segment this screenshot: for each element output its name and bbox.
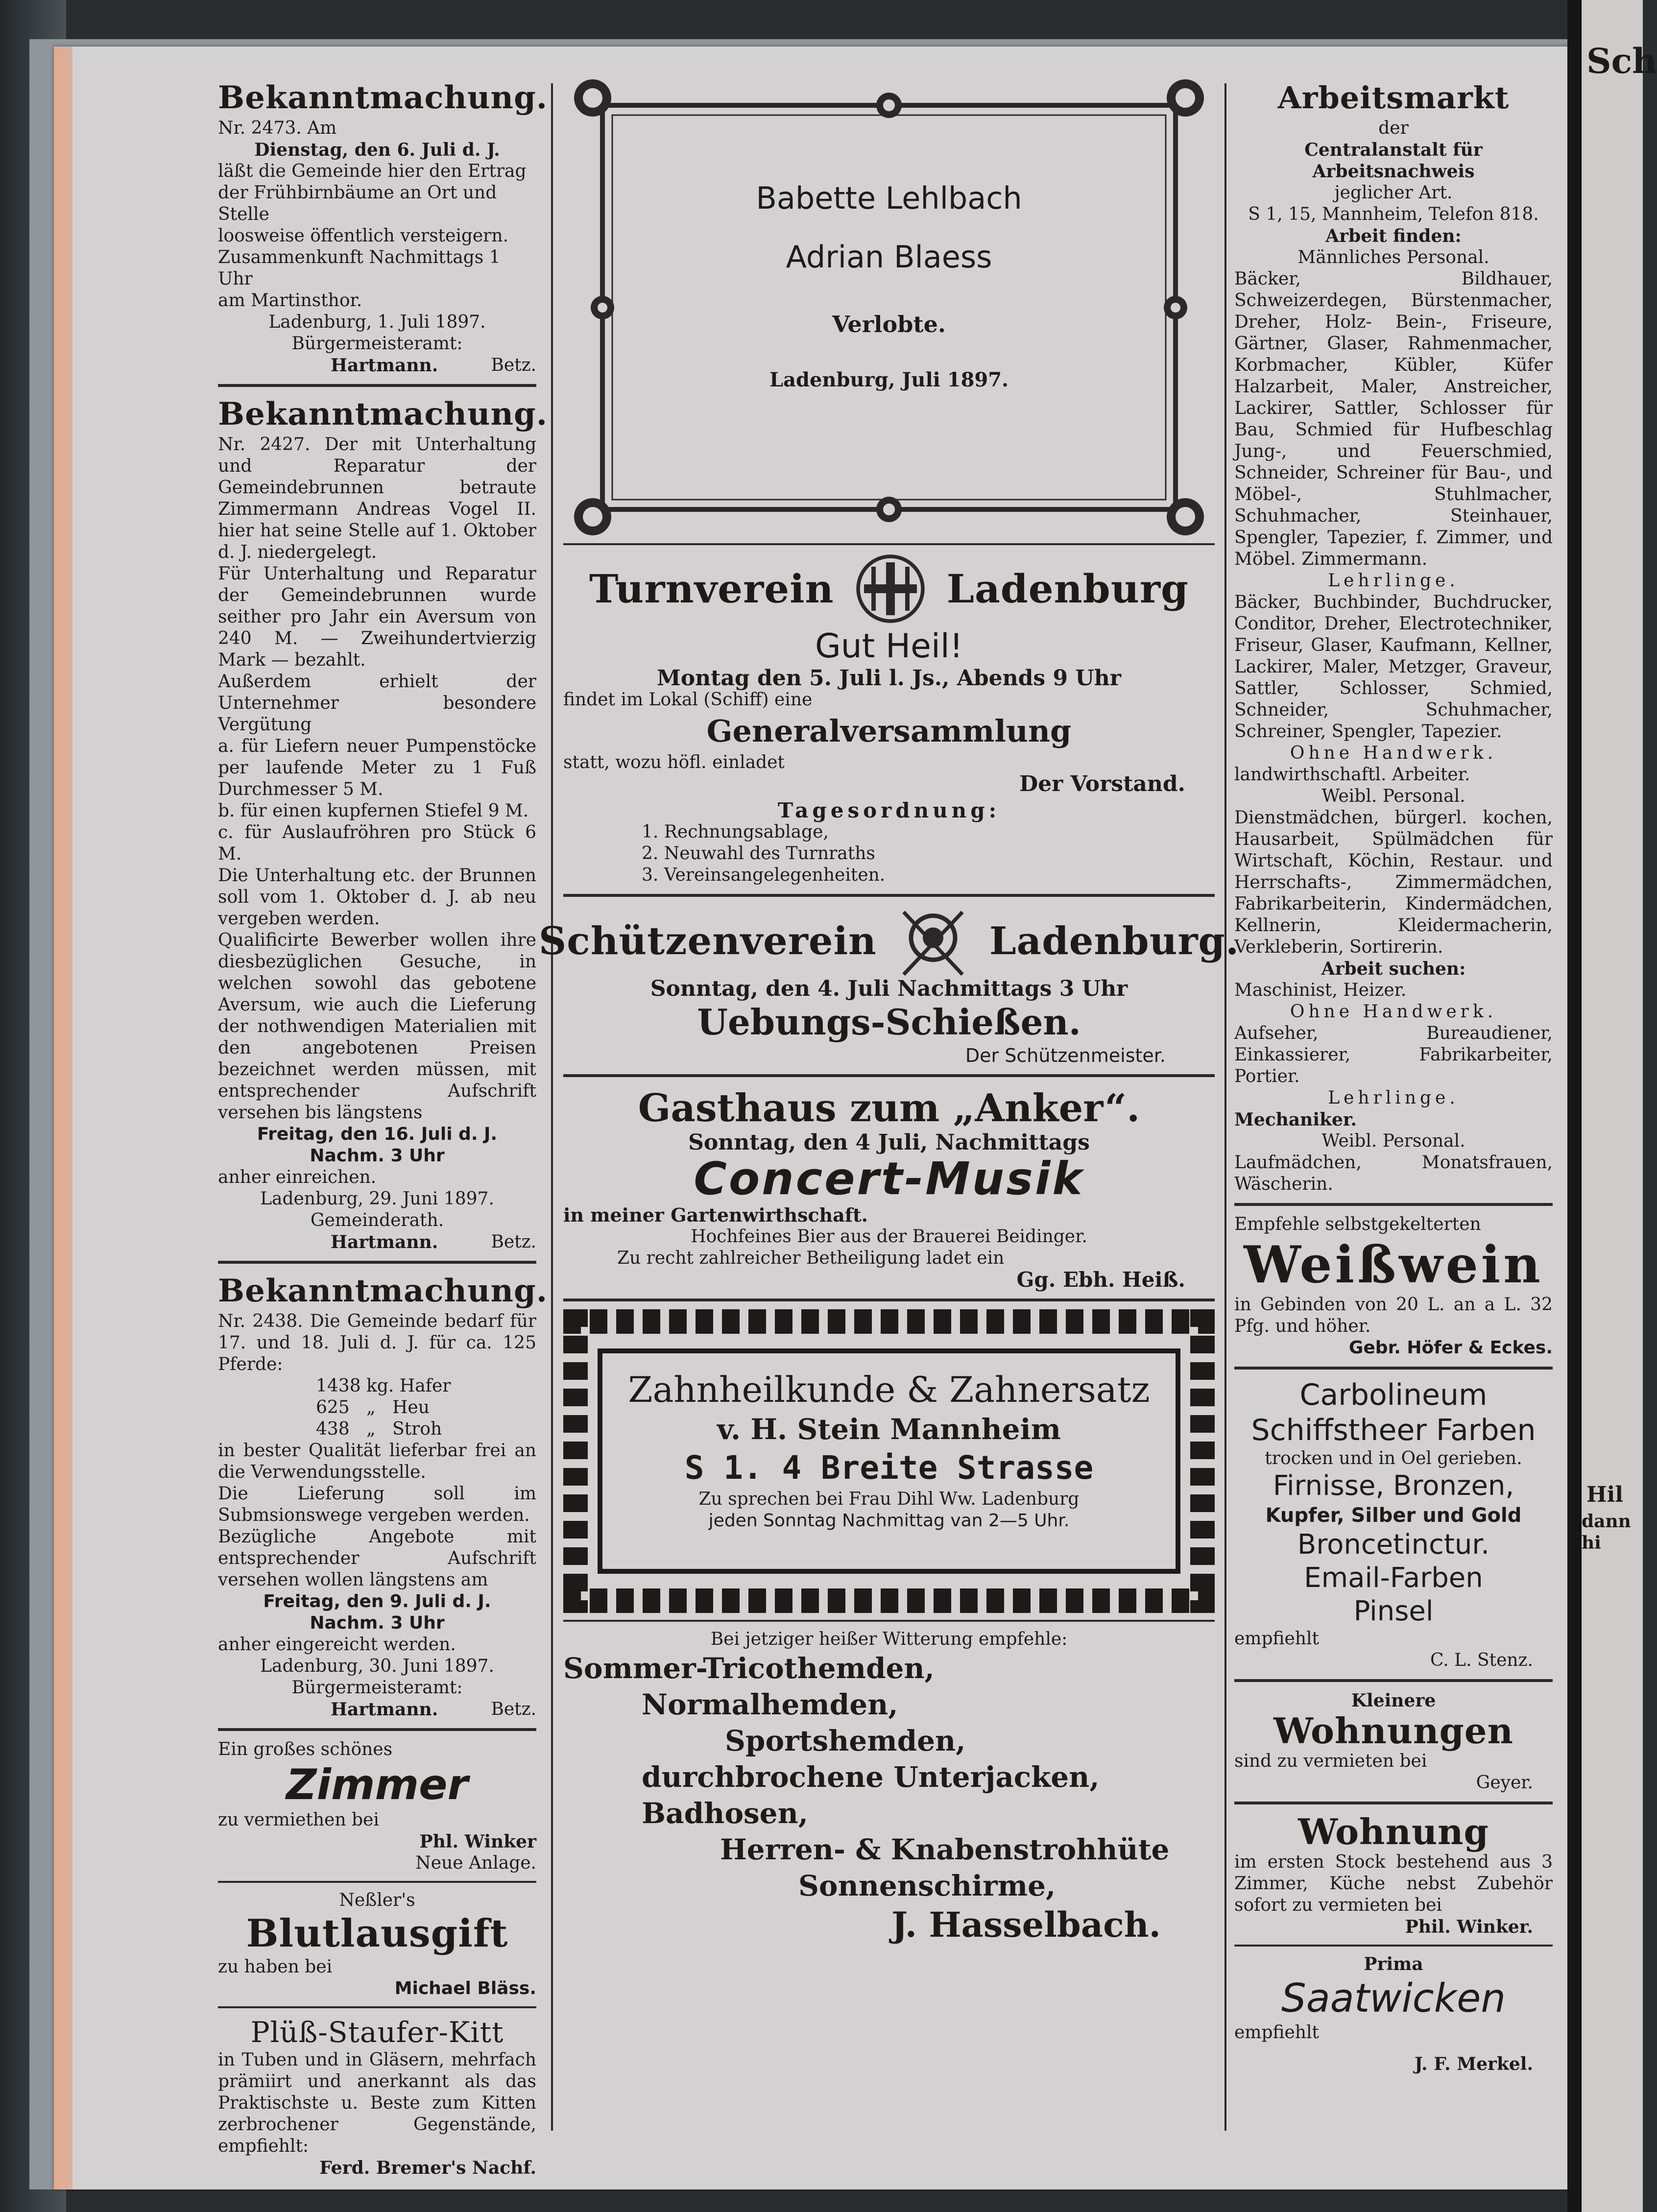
- agenda-item: 3. Vereinsangelegenheiten.: [642, 865, 886, 885]
- agenda-item: 1. Rechnungsablage,: [642, 822, 829, 842]
- category-list: Maschinist, Heizer.: [1234, 980, 1407, 1000]
- ad-signature: Phl. Winker: [419, 1831, 536, 1852]
- product-item: Badhosen,: [642, 1797, 808, 1830]
- notice-text: läßt die Gemeinde hier den Ertrag: [218, 161, 527, 181]
- notice-place-date: Ladenburg, 1. Juli 1897.: [268, 312, 486, 332]
- ad-signature: J. Hasselbach.: [891, 1904, 1161, 1945]
- notice-deadline: Freitag, den 9. Juli d. J.: [263, 1591, 491, 1611]
- divider: [1234, 1203, 1553, 1206]
- ad-room: [218, 1739, 536, 1874]
- ad-headline: Blutlausgift: [246, 1911, 508, 1956]
- notice-text: Die Unterhaltung etc. der Brunnen soll vom 1. Oktober d. J. ab neu vergeben werden.: [218, 866, 536, 929]
- product-item: Email-Farben: [1304, 1562, 1483, 1594]
- notice-deadline: Nachm. 3 Uhr: [310, 1146, 445, 1166]
- notice-text: Nr. 2427. Der mit Unterhaltung und Reparatur der Gemeindebrunnen betraute Zimmermann Andreas Vogel II. hier hat seine Stelle auf 1. Oktober d. J. niedergelegt.: [218, 434, 536, 562]
- divider: [218, 384, 536, 387]
- section-heading: Arbeitsmarkt: [1277, 80, 1510, 116]
- ad-intro: Bei jetziger heißer Witterung empfehle:: [710, 1629, 1068, 1649]
- divider: [1234, 1802, 1553, 1804]
- notice-place-date: Ladenburg, 30. Juni 1897.: [260, 1656, 494, 1676]
- notice-fruit-trees: [218, 78, 548, 376]
- event-date: Sonntag, den 4 Juli, Nachmittags: [688, 1130, 1090, 1155]
- ad-text: empfiehlt: [1234, 2022, 1319, 2043]
- ad-text: in Gebinden von 20 L. an a L. 32 Pfg. und höher.: [1234, 1295, 1553, 1336]
- ad-signature: Michael Bläss.: [394, 1978, 536, 1998]
- dentist-text: Zu sprechen bei Frau Dihl Ww. Ladenburg: [698, 1489, 1080, 1509]
- notice-office: Bürgermeisteramt:: [291, 334, 463, 354]
- notice-abbr: Betz.: [491, 355, 536, 375]
- ad-address: Neue Anlage.: [415, 1853, 536, 1873]
- category-title: Lehrlinge.: [1328, 571, 1459, 591]
- divider: [563, 1620, 1215, 1622]
- column-right: [1234, 78, 1553, 2075]
- target-crossed-rifles-icon: [896, 905, 970, 978]
- notice-text: Zusammenkunft Nachmittags 1 Uhr: [218, 247, 501, 289]
- notice-text: am Martinsthor.: [218, 290, 362, 311]
- ad-text: jeglicher Art.: [1334, 183, 1453, 203]
- ad-text: Prima: [1364, 1954, 1423, 1974]
- category-list: Aufseher, Bureaudiener, Einkassierer, Fabrikarbeiter, Portier.: [1234, 1023, 1553, 1086]
- agenda-item: 2. Neuwahl des Turnraths: [642, 843, 875, 864]
- notice-text: der Frühbirnbäume an Ort und Stelle: [218, 183, 497, 224]
- notice-text: Nr. 2438. Die Gemeinde bedarf für 17. und 18. Juli d. J. für ca. 125 Pferde:: [218, 1311, 536, 1374]
- labour-market: [1234, 78, 1553, 1195]
- divider: [1234, 1679, 1553, 1682]
- notice-text: Außerdem erhielt der Unternehmer besondere Vergütung: [218, 672, 536, 735]
- column-middle: [538, 78, 1240, 1946]
- checker-border: [1190, 1309, 1215, 1613]
- column-rule: [1225, 83, 1226, 2131]
- notice-heading: Bekanntmachung.: [218, 79, 548, 116]
- checker-border: [563, 1588, 1215, 1613]
- notice-text: anher einreichen.: [218, 1167, 377, 1187]
- club-name: Schützenverein: [538, 919, 877, 963]
- ad-address: S 1, 15, Mannheim, Telefon 818.: [1248, 204, 1539, 224]
- divider: [218, 1728, 536, 1731]
- checker-border: [563, 1309, 588, 1613]
- ad-text: empfiehlt: [1234, 1629, 1319, 1649]
- ad-signature: Ferd. Bremer's Nachf.: [319, 2158, 536, 2178]
- notice-item: b. für einen kupfernen Stiefel 9 M.: [218, 801, 529, 821]
- notice-abbr: Betz.: [491, 1232, 536, 1252]
- event-invite: statt, wozu höfl. einladet: [563, 752, 785, 772]
- divider: [563, 1298, 1215, 1301]
- notice-text: Nr. 2473. Am: [218, 118, 337, 138]
- event-date: Sonntag, den 4. Juli Nachmittags 3 Uhr: [650, 976, 1128, 1001]
- next-page-edge: [1580, 0, 1657, 2212]
- divider: [218, 1881, 536, 1883]
- dentist-box: [598, 1348, 1180, 1574]
- ad-text: Kleinere: [1351, 1690, 1436, 1711]
- notice-text: loosweise öffentlich versteigern.: [218, 226, 509, 246]
- subsection-heading: Arbeit finden:: [1325, 226, 1462, 246]
- turner-cross-icon: [854, 552, 927, 625]
- event-signature: Der Vorstand.: [1019, 771, 1185, 796]
- page-edge: [54, 47, 72, 2189]
- category-title: Ohne Handwerk.: [1290, 743, 1497, 763]
- category-list: Laufmädchen, Monatsfrauen, Wäscherin.: [1234, 1153, 1553, 1194]
- ad-headline: Saatwicken: [1281, 1975, 1506, 2021]
- notice-text: Bezügliche Angebote mit entsprechender Aufschrift versehen wollen längstens am: [218, 1527, 536, 1590]
- category-title: Männliches Personal.: [1297, 247, 1489, 267]
- ad-white-wine: [1234, 1214, 1553, 1359]
- ad-vetch-seed: [1234, 1953, 1553, 2075]
- notice-item: 1438 kg. Hafer: [316, 1376, 451, 1396]
- notice-text: Die Lieferung soll im Submsionswege vergeben werden.: [218, 1484, 536, 1525]
- ad-headline: Weißwein: [1244, 1234, 1543, 1295]
- notice-office: Gemeinderath.: [310, 1210, 444, 1230]
- category-title: Ohne Handwerk.: [1290, 1002, 1497, 1022]
- ad-flat: [1234, 1812, 1553, 1938]
- notice-place-date: Ladenburg, 29. Juni 1897.: [260, 1189, 494, 1209]
- ad-signature: Phil. Winker.: [1405, 1917, 1533, 1937]
- event-signature: Der Schützenmeister.: [965, 1045, 1166, 1066]
- ad-headline: Carbolineum: [1299, 1378, 1488, 1412]
- product-item: Kupfer, Silber und Gold: [1265, 1504, 1522, 1527]
- engagement-status: Verlobte.: [832, 311, 946, 337]
- dentist-name: v. H. Stein Mannheim: [717, 1413, 1061, 1446]
- product-item: Herren- & Knabenstrohhüte: [720, 1833, 1170, 1866]
- ad-signature: Geyer.: [1476, 1773, 1533, 1793]
- notice-signature: Hartmann.: [331, 355, 438, 376]
- product-item: Sonnenschirme,: [798, 1869, 1056, 1902]
- ad-dentist: [563, 1309, 1215, 1613]
- notice-date: Dienstag, den 6. Juli d. J.: [254, 140, 500, 160]
- ad-shooting-club: [538, 905, 1240, 1066]
- notice-heading: Bekanntmachung.: [218, 1273, 548, 1309]
- notice-heading: Bekanntmachung.: [218, 396, 548, 433]
- notice-text: Qualificirte Bewerber wollen ihre diesbezüglichen Gesuche, in welchen sowohl das gebotene Aversum, wie auch die Lieferung der nothwendigen Materialien mit den angebotenen Preisen bezeichnet werden müssen, mit entsprechender Aufschrift versehen bis längstens: [218, 930, 536, 1123]
- divider: [563, 543, 1215, 545]
- engagement-body: [563, 176, 1215, 391]
- event-place: in meiner Gartenwirthschaft.: [563, 1204, 868, 1226]
- ad-text: Empfehle selbstgekelterten: [1234, 1214, 1481, 1234]
- notice-item: 625 „ Heu: [316, 1397, 430, 1418]
- notice-deadline: Nachm. 3 Uhr: [310, 1613, 445, 1633]
- next-page-fragment: Sch: [1586, 41, 1657, 81]
- ad-headline: Wohnung: [1298, 1811, 1489, 1852]
- notice-fodder: [218, 1272, 548, 1720]
- club-greeting: Gut Heil!: [815, 627, 963, 666]
- product-item: Sportshemden,: [725, 1724, 966, 1757]
- notice-item: 438 „ Stroh: [316, 1419, 442, 1439]
- divider: [1234, 1945, 1553, 1947]
- ad-signature: C. L. Stenz.: [1430, 1650, 1533, 1670]
- divider: [218, 1261, 536, 1264]
- ad-paints: [1234, 1377, 1553, 1671]
- product-item: Firnisse, Bronzen,: [1273, 1470, 1514, 1502]
- dentist-hours: jeden Sonntag Nachmittag van 2—5 Uhr.: [708, 1511, 1070, 1531]
- category-title: Weibl. Personal.: [1321, 786, 1465, 806]
- ad-headline: Plüß-Staufer-Kitt: [250, 2016, 504, 2049]
- ad-clothing: [563, 1629, 1215, 1946]
- ad-blood-lice-poison: [218, 1890, 536, 1999]
- ad-text: in Tuben und in Gläsern, mehrfach prämiirt und anerkannt als das Praktischste u. Beste zum Kitten zerbrochener Gegenstände, empfiehlt:: [218, 2050, 536, 2156]
- notice-text: in bester Qualität lieferbar frei an die Verwendungsstelle.: [218, 1441, 536, 1482]
- product-item: Normalhemden,: [642, 1688, 898, 1721]
- ad-headline: Zimmer: [286, 1760, 468, 1809]
- club-name: Turnverein: [589, 566, 834, 612]
- ad-headline: Wohnungen: [1273, 1710, 1513, 1752]
- agenda-title: Tagesordnung:: [777, 798, 1001, 822]
- dentist-address: S 1. 4 Breite Strasse: [684, 1449, 1094, 1487]
- product-item: Pinsel: [1353, 1595, 1434, 1627]
- divider: [218, 2006, 536, 2008]
- column-left: [218, 78, 548, 2179]
- inn-name: Gasthaus zum „Anker“.: [638, 1086, 1140, 1130]
- subsection-heading: Arbeit suchen:: [1321, 959, 1466, 979]
- ad-text: Neßler's: [339, 1890, 415, 1910]
- category-list: landwirthschaftl. Arbeiter.: [1234, 765, 1470, 785]
- notice-text: anher eingereicht werden.: [218, 1635, 456, 1655]
- notice-deadline: Freitag, den 16. Juli d. J.: [257, 1124, 498, 1144]
- ad-text: trocken und in Oel gerieben.: [1265, 1448, 1522, 1468]
- event-date: Montag den 5. Juli l. Js., Abends 9 Uhr: [657, 666, 1121, 691]
- ad-text: der: [1378, 118, 1409, 138]
- dentist-title: Zahnheilkunde & Zahnersatz: [628, 1369, 1150, 1410]
- notice-signature: Hartmann.: [331, 1232, 438, 1252]
- category-title: Lehrlinge.: [1328, 1088, 1459, 1108]
- ad-text: sind zu vermieten bei: [1234, 1751, 1427, 1771]
- ad-text: Hochfeines Bier aus der Brauerei Beidinger.: [691, 1226, 1087, 1247]
- event-title: Uebungs-Schießen.: [697, 1001, 1081, 1043]
- fiance-name: Babette Lehlbach: [756, 180, 1022, 216]
- ad-text: zu haben bei: [218, 1957, 333, 1977]
- checker-border: [563, 1309, 1215, 1334]
- ad-text: zu vermiethen bei: [218, 1810, 379, 1830]
- next-page-fragment: Hil: [1586, 1482, 1624, 1507]
- divider: [563, 894, 1215, 897]
- event-place: findet im Lokal (Schiff) eine: [563, 690, 813, 710]
- engagement-date: Ladenburg, Juli 1897.: [769, 368, 1009, 391]
- notice-wells: [218, 395, 548, 1253]
- event-invite: Zu recht zahlreicher Betheiligung ladet ein: [617, 1248, 1005, 1268]
- category-list: Bäcker, Buchbinder, Buchdrucker, Conditor, Dreher, Electrotechniker, Friseur, Glaser, Kaufmann, Kellner, Lackirer, Maler, Metzger, Graveur, Sattler, Schlosser, Schmied, Schneider, Schuhmacher, Schreiner, Spengler, Tapezier.: [1234, 592, 1553, 742]
- club-city: Ladenburg: [946, 566, 1189, 612]
- ad-text: Ein großes schönes: [218, 1739, 393, 1759]
- ad-text: Centralanstalt für Arbeitsnachweis: [1304, 140, 1483, 182]
- ad-text: im ersten Stock bestehend aus 3 Zimmer, Küche nebst Zubehör sofort zu vermieten bei: [1234, 1852, 1553, 1915]
- column-rule: [551, 83, 553, 2131]
- ad-signature: Gebr. Höfer & Eckes.: [1348, 1338, 1553, 1358]
- next-page-fragment: dann hi: [1582, 1511, 1631, 1553]
- ad-signature: J. F. Merkel.: [1414, 2054, 1533, 2074]
- notice-item: a. für Liefern neuer Pumpenstöcke per laufende Meter zu 1 Fuß Durchmesser 5 M.: [218, 736, 536, 799]
- notice-abbr: Betz.: [491, 1699, 536, 1719]
- divider: [563, 1074, 1215, 1077]
- category-list: Dienstmädchen, bürgerl. kochen, Hausarbeit, Spülmädchen für Wirtschaft, Köchin, Restaur. und Herrschafts-, Zimmermädchen, Fabrikarbeiterin, Kindermädchen, Kellnerin, Kleidermacherin, Verkleberin, Sortirerin.: [1234, 808, 1553, 957]
- ad-gymnastics-club: [563, 552, 1215, 886]
- notice-item: c. für Auslaufröhren pro Stück 6 M.: [218, 822, 536, 864]
- product-item: Sommer-Tricothemden,: [563, 1652, 935, 1685]
- category-list: Mechaniker.: [1234, 1109, 1357, 1130]
- notice-office: Bürgermeisteramt:: [291, 1678, 463, 1698]
- ad-putty: [218, 2015, 536, 2179]
- event-title: Generalversammlung: [706, 713, 1072, 749]
- ad-flats: [1234, 1690, 1553, 1794]
- event-title: Concert-Musik: [694, 1153, 1084, 1205]
- event-signature: Gg. Ebh. Heiß.: [1016, 1268, 1185, 1292]
- notice-text: Für Unterhaltung und Reparatur der Gemeindebrunnen wurde seither pro Jahr ein Aversum von 240 M. — Zweihundertvierzig Mark — bezahlt.: [218, 564, 536, 670]
- ad-headline: Schiffstheer Farben: [1251, 1413, 1536, 1447]
- ad-inn-anchor: [563, 1085, 1215, 1291]
- notice-signature: Hartmann.: [331, 1699, 438, 1720]
- category-list: Bäcker, Bildhauer, Schweizerdegen, Bürstenmacher, Dreher, Holz- Bein-, Friseure, Gärtner, Glaser, Rahmenmacher, Korbmacher, Kübler, Küfer Halzarbeit, Maler, Anstreicher, Lackirer, Sattler, Schlosser für Bau, Schmied für Hufbeschlag Jung-, und Feuerschmied, Schneider, Schreiner für Bau-, und Möbel-, Stuhlmacher, Schuhmacher, Steinhauer, Spengler, Tapezier, f. Zimmer, und Möbel. Zimmermann.: [1234, 269, 1553, 569]
- engagement-announcement: [563, 78, 1215, 536]
- product-item: Broncetinctur.: [1297, 1529, 1490, 1561]
- product-item: durchbrochene Unterjacken,: [642, 1760, 1100, 1794]
- fiance-name: Adrian Blaess: [786, 239, 992, 275]
- category-title: Weibl. Personal.: [1321, 1131, 1465, 1151]
- club-city: Ladenburg.: [989, 919, 1240, 963]
- divider: [1234, 1367, 1553, 1370]
